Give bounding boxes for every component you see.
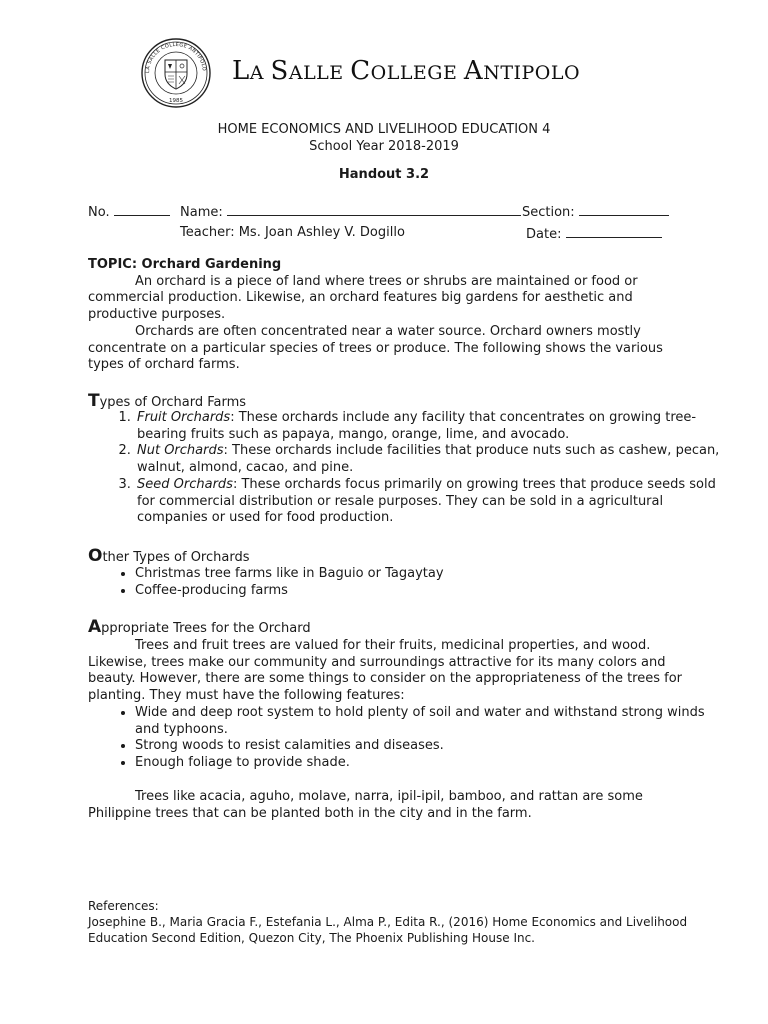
school-name-part: A (463, 56, 484, 86)
topic-section (88, 257, 688, 374)
item-text: : These orchards focus primarily on growing trees that produce seeds sold for commercial distribution or resale purposes. They can be sold in a agricultural companies or used for food production. (137, 476, 716, 526)
list-item (135, 443, 733, 476)
references-label: References: (88, 899, 159, 913)
school-name-part: OLLEGE (370, 62, 464, 84)
list-item (135, 477, 733, 527)
date-label: Date: (526, 227, 562, 242)
item-term: Nut Orchards (137, 443, 224, 459)
list-item: • Enough foliage to provide shade. (135, 755, 733, 772)
school-name-part: L (232, 56, 250, 86)
references-text: Josephine B., Maria Gracia F., Estefania L., Alma P., Edita R., (2016) Home Economics and Livelihood Education Second Edition, Quezon City, The Phoenix Publishing House Inc. (88, 915, 688, 945)
no-label: No. (88, 205, 110, 220)
list-item: • Coffee-producing farms (135, 583, 733, 600)
topic-paragraph-1: An orchard is a piece of land where trees or shrubs are maintained or food or commercial production. Likewise, an orchard features big gardens for aesthetic and productive purposes. (88, 273, 638, 323)
list-item (135, 410, 733, 443)
topic-label: TOPIC: Orchard Gardening (88, 257, 282, 272)
topic-paragraph-2: Orchards are often concentrated near a water source. Orchard owners mostly concentrate on a particular species of trees or produce. The following shows the various types of orchard farms. (88, 323, 663, 373)
item-text: : These orchards include any facility that concentrates on growing tree-bearing fruits such as papaya, mango, orange, lime, and avocado. (137, 410, 697, 442)
teacher-line: Teacher: Ms. Joan Ashley V. Dogillo (180, 225, 405, 240)
item-text: : These orchards include facilities that produce nuts such as cashew, pecan, walnut, almond, cacao, and pine. (137, 443, 720, 476)
no-field[interactable] (88, 203, 170, 220)
other-types-heading-rest: ther Types of Orchards (102, 550, 250, 565)
section-blank[interactable] (579, 203, 669, 216)
appropriate-trees-heading (88, 617, 311, 637)
date-field[interactable] (526, 225, 662, 242)
name-field[interactable] (180, 203, 521, 220)
appropriate-paragraph-text: Trees and fruit trees are valued for their fruits, medicinal properties, and wood. Likewise, trees make our community and surroundings attractive for its many colors and beauty. However, there are some things to consider on the appropriateness of the trees for planting. They must have the following features: (88, 638, 683, 704)
school-name-part: S (270, 56, 289, 86)
philippine-trees-paragraph (88, 789, 688, 822)
name-blank[interactable] (227, 203, 521, 216)
date-blank[interactable] (566, 225, 662, 238)
school-seal-logo (138, 38, 214, 108)
seal-ring-text: LA SALLE COLLEGE ANTIPOLO (144, 41, 207, 74)
orchard-types-list (88, 410, 733, 527)
types-heading (88, 391, 246, 411)
seal-year: 1985 (169, 98, 183, 104)
section-label: Section: (522, 205, 575, 220)
types-heading-initial: T (88, 391, 100, 411)
name-label: Name: (180, 205, 223, 220)
school-name-part: NTIPOLO (483, 62, 581, 84)
school-name-part: ALLE (288, 62, 351, 84)
no-blank[interactable] (114, 203, 170, 216)
item-term: Seed Orchards (137, 476, 233, 492)
school-year: School Year 2018-2019 (309, 139, 459, 154)
list-item: • Wide and deep root system to hold plenty of soil and water and withstand strong winds and typhoons. (135, 705, 733, 738)
section-field[interactable] (522, 203, 669, 220)
references-section (88, 898, 708, 946)
other-types-heading-initial: O (88, 546, 103, 566)
appropriate-trees-paragraph (88, 638, 688, 705)
other-types-list (88, 566, 733, 599)
list-item: • Strong woods to resist calamities and diseases. (135, 738, 733, 755)
tree-features-list (88, 705, 733, 772)
item-term: Fruit Orchards (137, 410, 231, 425)
closing-paragraph-text: Trees like acacia, aguho, molave, narra, ipil-ipil, bamboo, and rattan are some Philippine trees that can be planted both in the city and in the farm. (88, 789, 643, 821)
appropriate-heading-initial: A (88, 617, 102, 637)
school-name-part: A (249, 62, 271, 84)
school-name (232, 56, 580, 86)
handout-number: Handout 3.2 (338, 167, 430, 182)
subject-title: HOME ECONOMICS AND LIVELIHOOD EDUCATION 4 (217, 122, 551, 137)
other-types-heading (88, 546, 249, 566)
school-name-part: C (350, 56, 371, 86)
list-item: • Christmas tree farms like in Baguio or Tagaytay (135, 566, 733, 583)
types-heading-rest: ypes of Orchard Farms (99, 395, 247, 410)
appropriate-heading-rest: ppropriate Trees for the Orchard (101, 621, 311, 636)
